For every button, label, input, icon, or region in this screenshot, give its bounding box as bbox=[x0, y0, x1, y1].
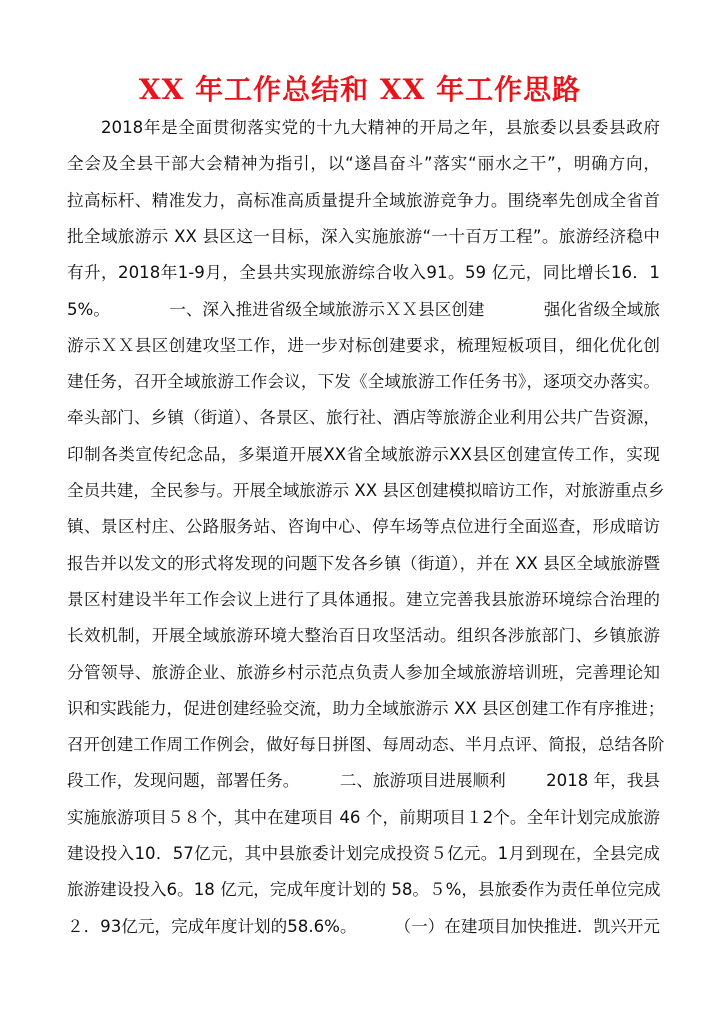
text-line: 识和实践能力，促进创建经验交流，助力全域旅游示 XX 县区创建工作有序推进； bbox=[67, 698, 665, 718]
text-line: 长效机制，开展全域旅游环境大整治百日攻坚活动。组织各涉旅部门、乡镇旅游 bbox=[67, 626, 660, 646]
text-line: 景区村建设半年工作会议上进行了具体通报。建立完善我县旅游环境综合治理的 bbox=[67, 589, 660, 609]
text-line: 全员共建，全民参与。开展全域旅游示 XX 县区创建模拟暗访工作，对旅游重点乡 bbox=[67, 481, 665, 500]
text-line: 批全域旅游示 XX 县区这一目标，深入实施旅游“一十百万工程”。旅游经济稳中 bbox=[67, 226, 660, 246]
section-heading: 一、深入推进省级全域旅游示ＸＸ县区创建 bbox=[169, 299, 485, 319]
text-line bbox=[67, 770, 660, 792]
text-line: 2018年是全面贯彻落实党的十九大精神的开局之年，县旅委以县委县政府 bbox=[101, 118, 660, 137]
text-line: 建任务，召开全域旅游工作会议，下发《全域旅游工作任务书》，逐项交办落实。 bbox=[67, 372, 660, 392]
document-title: XX 年工作总结和 XX 年工作思路 bbox=[138, 73, 582, 106]
text-line: 报告并以发文的形式将发现的问题下发各乡镇（街道），并在 XX 县区全域旅游暨 bbox=[67, 553, 660, 573]
text-line: 召开创建工作周工作例会，做好每日拼图、每周动态、半月点评、简报，总结各阶 bbox=[67, 735, 665, 755]
text-line: 旅游建设投入6。18 亿元，完成年度计划的 58。５%，县旅委作为责任单位完成 bbox=[67, 880, 661, 900]
text-line bbox=[67, 916, 660, 938]
text-line: 实施旅游项目５８个，其中在建项目 46 个，前期项目１2个。全年计划完成旅游 bbox=[67, 807, 660, 827]
text-line: 游示ＸＸ县区创建攻坚工作，进一步对标创建要求，梳理短板项目，细化优化创 bbox=[67, 335, 660, 355]
section-heading: （一）在建项目加快推进．凯兴开元 bbox=[394, 916, 660, 936]
text-line: 牵头部门、乡镇（街道）、各景区、旅行社、酒店等旅游企业利用公共广告资源， bbox=[67, 408, 660, 428]
text-segment: 5%。 bbox=[67, 299, 110, 319]
text-line bbox=[67, 299, 660, 321]
text-line: 印制各类宣传纪念品，多渠道开展XX省全域旅游示XX县区创建宣传工作，实现 bbox=[67, 444, 660, 464]
text-segment: ２．93亿元，完成年度计划的58.6%。 bbox=[67, 916, 357, 936]
section-heading: 二、旅游项目进展顺利 bbox=[339, 771, 506, 791]
text-segment: 强化省级全域旅 bbox=[543, 299, 660, 319]
text-line: 建设投入10．57亿元，其中县旅委计划完成投资５亿元。1月到现在，全县完成 bbox=[67, 844, 660, 863]
text-line: 拉高标杆、精准发力，高标准高质量提升全域旅游竞争力。围绕率先创成全省首 bbox=[67, 190, 660, 210]
text-line: 分管领导、旅游企业、旅游乡村示范点负责人参加全域旅游培训班，完善理论知 bbox=[67, 662, 660, 682]
text-line: 有升，2018年1-9月，全县共实现旅游综合收入91。59 亿元，同比增长16．1 bbox=[67, 263, 660, 283]
text-line: 镇、景区村庄、公路服务站、咨询中心、停车场等点位进行全面巡查，形成暗访 bbox=[67, 517, 660, 537]
text-segment: 段工作，发现问题，部署任务。 bbox=[67, 771, 300, 791]
text-segment: 2018 年，我县 bbox=[546, 771, 660, 791]
text-line: 全会及全县干部大会精神为指引，以“遂昌奋斗”落实“丽水之干”，明确方向， bbox=[67, 154, 660, 174]
